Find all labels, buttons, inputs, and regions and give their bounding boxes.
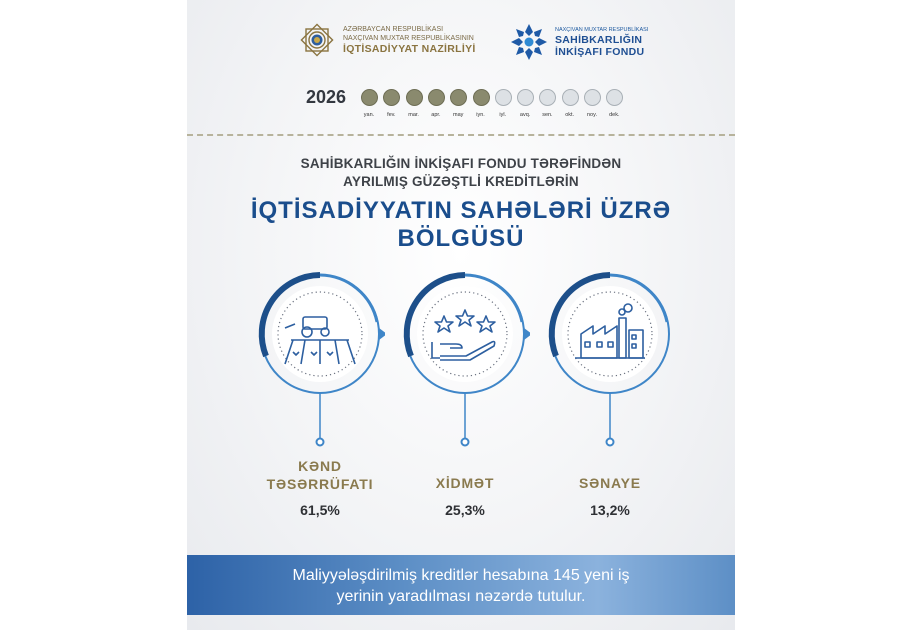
subtitle (187, 155, 735, 191)
sector-services (400, 272, 530, 518)
subtitle-line1: SAHİBKARLIĞIN İNKİŞAFI FONDU TƏRƏFİNDƏN (300, 156, 622, 171)
timeline-month-dot (406, 89, 423, 106)
sector-label-services: XİDMƏT (435, 475, 495, 491)
timeline-month-label: apr. (431, 112, 441, 118)
sector-agriculture (255, 272, 385, 518)
subtitle-line2: AYRILMIŞ GÜZƏŞTLİ KREDİTLƏRİN (343, 174, 579, 189)
factory-icon (545, 272, 675, 402)
timeline-month-dot (361, 89, 378, 106)
infographic-poster (187, 0, 735, 630)
timeline-month-dot (428, 89, 445, 106)
timeline-month-dot (584, 89, 601, 106)
sector-value-services: 25,3% (445, 502, 485, 518)
timeline-month-label: iyn. (476, 112, 485, 118)
fund-logo (509, 22, 648, 62)
timeline-month-label: okt. (565, 112, 575, 118)
sector-label-industry: SƏNAYE (579, 475, 641, 491)
sector-industry (545, 272, 675, 518)
fund-name-line1: SAHİBKARLIĞIN (555, 34, 643, 46)
timeline-month-label: iyl. (499, 112, 507, 118)
timeline-month-dot (606, 89, 623, 106)
hand-stars-icon (400, 272, 530, 402)
timeline-month-dot (495, 89, 512, 106)
sector-value-industry: 13,2% (590, 502, 630, 518)
timeline-year: 2026 (306, 87, 347, 107)
timeline-month-label: dek. (609, 112, 620, 118)
ministry-name: İQTİSADİYYAT NAZİRLİYİ (343, 43, 476, 55)
tractor-field-icon (255, 272, 385, 402)
timeline-month-label: fev. (387, 112, 396, 118)
ministry-line1: AZƏRBAYCAN RESPUBLİKASI (343, 26, 444, 33)
sector-label-agriculture-line2: TƏSƏRRÜFATI (266, 476, 374, 492)
sector-label-agriculture-line1: KƏND (298, 458, 342, 474)
dashed-divider (187, 134, 735, 136)
ministry-emblem-icon (299, 22, 335, 58)
footer-line2: yerinin yaradılması nəzərdə tutulur. (336, 588, 586, 605)
timeline-month-dot (450, 89, 467, 106)
timeline-month-label: mar. (408, 112, 419, 118)
timeline-month-label: may (452, 112, 464, 118)
timeline-month-label: yan. (363, 112, 375, 118)
main-title: İQTİSADİYYATIN SAHƏLƏRİ ÜZRƏ BÖLGÜSÜ (250, 197, 672, 252)
timeline-month-dot (473, 89, 490, 106)
timeline-month-dot (383, 89, 400, 106)
fund-line1: NAXÇIVAN MUXTAR RESPUBLİKASI (555, 27, 649, 33)
footer-line1: Maliyyələşdirilmiş kreditlər hesabına 145 yeni iş (292, 567, 630, 584)
timeline-month-label: sen. (542, 112, 553, 118)
fund-snowflake-logo-icon (509, 22, 549, 62)
timeline-month-label: avq. (519, 112, 531, 118)
ministry-line2: NAXÇIVAN MUXTAR RESPUBLİKASININ (343, 35, 474, 42)
sector-label-agriculture (245, 457, 395, 493)
footer-text (187, 565, 735, 607)
ministry-logo (299, 22, 476, 58)
timeline-month-label: noy. (587, 112, 597, 118)
fund-name-line2: İNKİŞAFI FONDU (555, 46, 645, 58)
timeline-month-dot (539, 89, 556, 106)
sector-value-agriculture: 61,5% (300, 502, 340, 518)
timeline-month-dot (562, 89, 579, 106)
timeline-month-dot (517, 89, 534, 106)
